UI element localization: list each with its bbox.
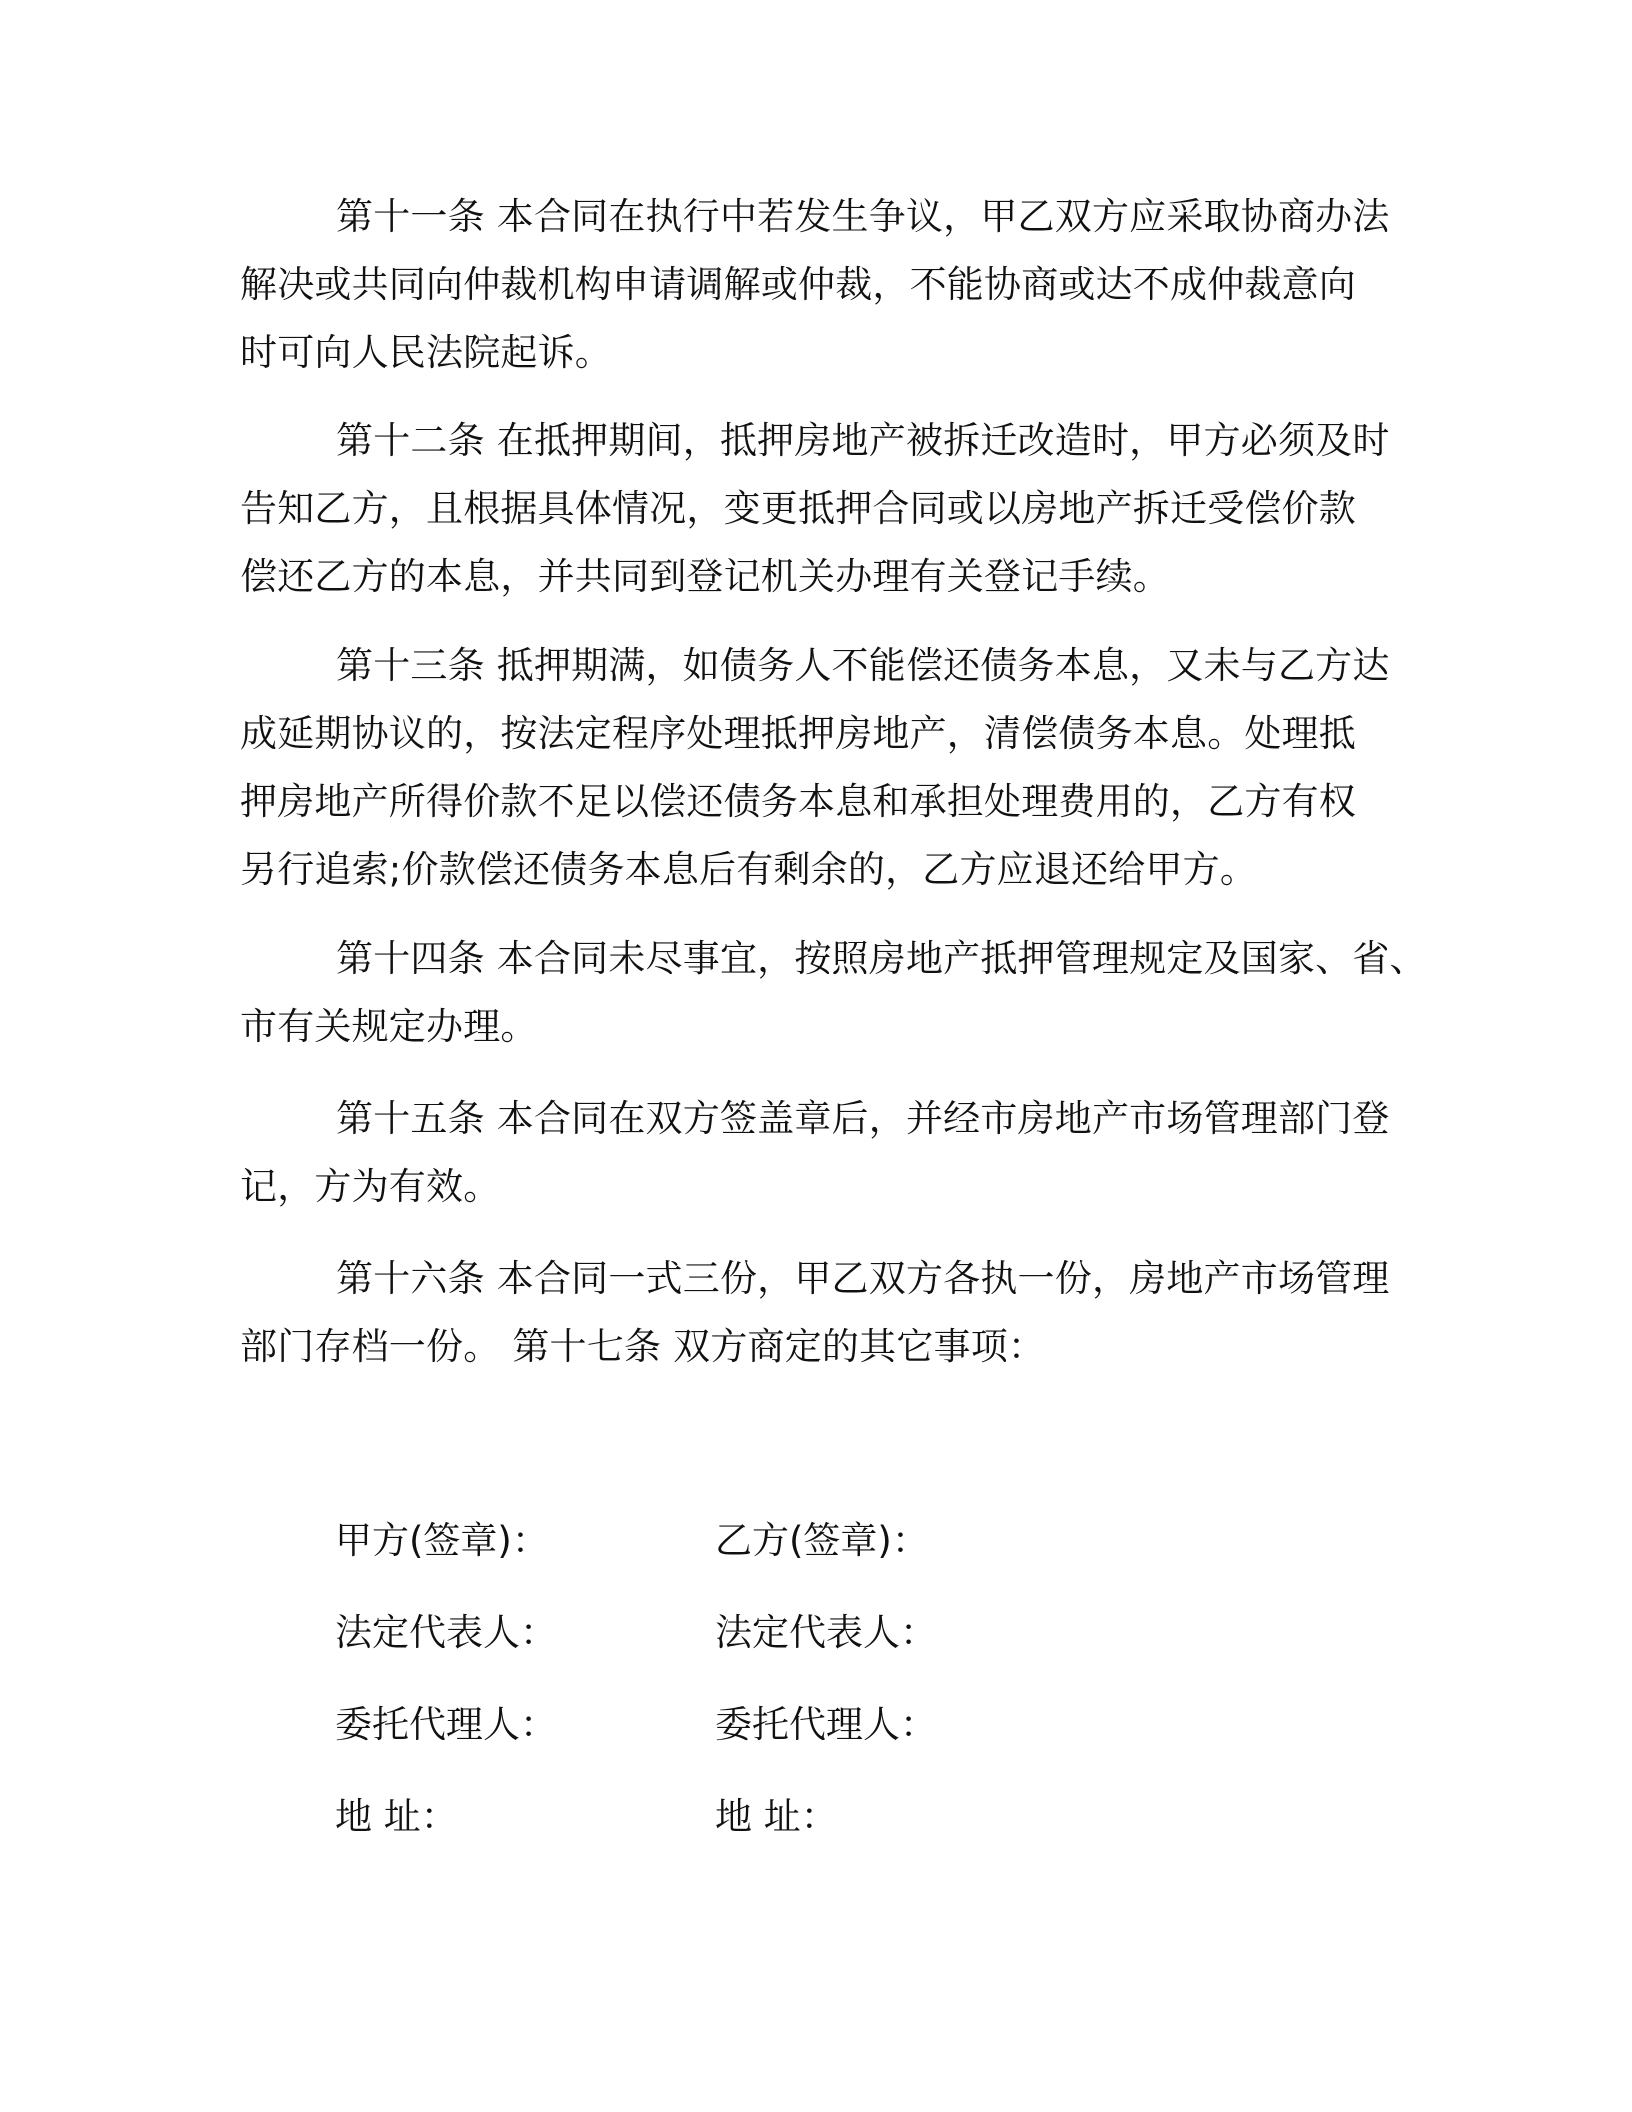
party-a-seal-label: 甲方(签章)：: [335, 1519, 549, 1562]
article-line: 第十五条 本合同在双方签盖章后，并经市房地产市场管理部门登: [336, 1097, 1390, 1140]
article-12: [240, 407, 1410, 611]
article-line: 偿还乙方的本息，并共同到登记机关办理有关登记手续。: [240, 555, 1170, 598]
article-line: 第十二条 在抵押期间，抵押房地产被拆迁改造时，甲方必须及时: [336, 419, 1390, 462]
article-line: 告知乙方，且根据具体情况，变更抵押合同或以房地产拆迁受偿价款: [240, 487, 1356, 530]
party-b-address-label: 地 址：: [715, 1795, 838, 1838]
article-11: [240, 183, 1410, 387]
party-b-legal-rep-label: 法定代表人：: [715, 1611, 937, 1654]
article-line: 第十四条 本合同未尽事宜，按照房地产抵押管理规定及国家、省、: [336, 937, 1427, 980]
party-a-legal-rep-label: 法定代表人：: [335, 1611, 557, 1654]
signature-row: [335, 1786, 1235, 1846]
article-line: 时可向人民法院起诉。: [240, 331, 612, 374]
signature-row: [335, 1602, 1235, 1662]
article-line: 解决或共同向仲裁机构申请调解或仲裁，不能协商或达不成仲裁意向: [240, 263, 1356, 306]
party-a-agent-label: 委托代理人：: [335, 1703, 557, 1746]
article-line: 记，方为有效。: [240, 1165, 501, 1208]
article-14: [240, 925, 1427, 1061]
article-line: 部门存档一份。 第十七条 双方商定的其它事项：: [240, 1325, 1046, 1368]
party-a-address-label: 地 址：: [335, 1795, 458, 1838]
signature-row: [335, 1694, 1235, 1754]
article-16: [240, 1245, 1410, 1381]
article-line: 第十六条 本合同一式三份，甲乙双方各执一份，房地产市场管理: [336, 1257, 1390, 1300]
article-line: 押房地产所得价款不足以偿还债务本息和承担处理费用的，乙方有权: [240, 780, 1356, 823]
article-line: 第十三条 抵押期满，如债务人不能偿还债务本息，又未与乙方达: [336, 644, 1390, 687]
party-b-seal-label: 乙方(签章)：: [715, 1519, 929, 1562]
signature-row: [335, 1510, 1235, 1570]
article-15: [240, 1085, 1410, 1221]
article-13: [240, 632, 1410, 904]
article-line: 成延期协议的，按法定程序处理抵押房地产，清偿债务本息。处理抵: [240, 712, 1356, 755]
article-line: 第十一条 本合同在执行中若发生争议，甲乙双方应采取协商办法: [336, 195, 1390, 238]
article-line: 市有关规定办理。: [240, 1005, 538, 1048]
article-line: 另行追索;价款偿还债务本息后有剩余的，乙方应退还给甲方。: [240, 848, 1258, 891]
party-b-agent-label: 委托代理人：: [715, 1703, 937, 1746]
